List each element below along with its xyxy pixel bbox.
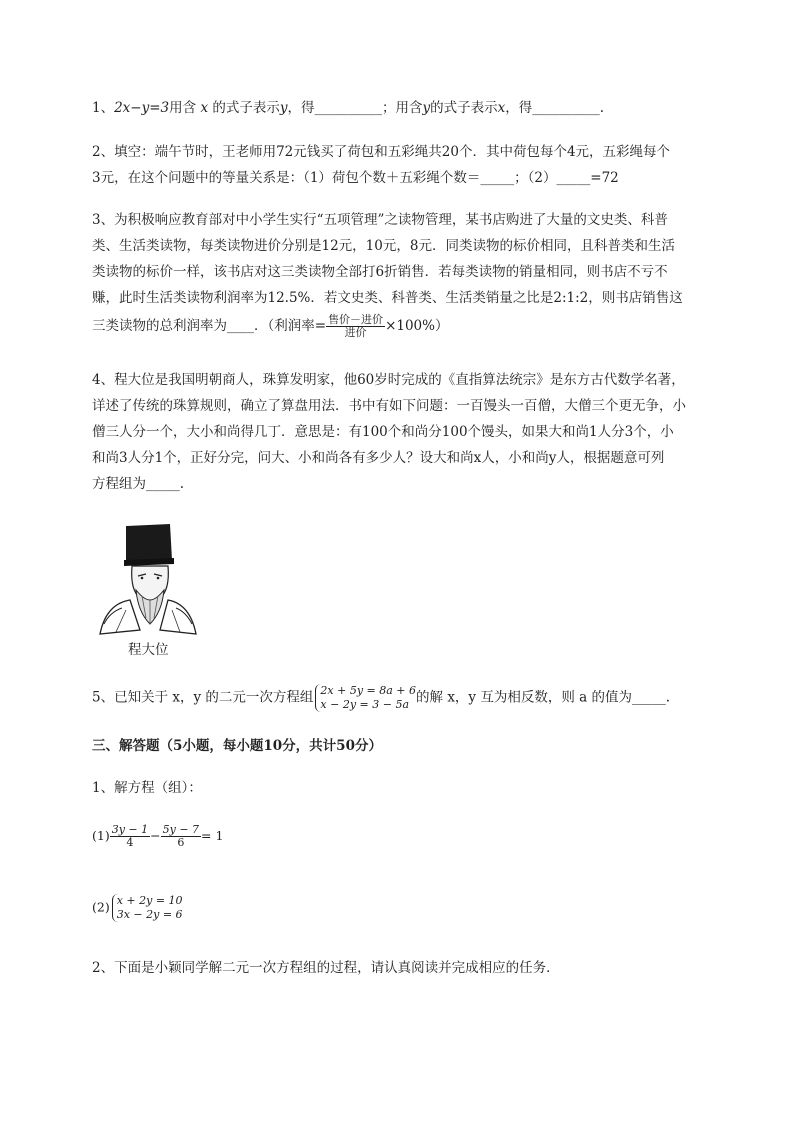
question-3-line-4: 赚，此时生活类读物利润率为12.5%．若文史类、科普类、生活类销量之比是2:1:2，则书店销售这 [92,290,683,306]
question-3-line-1: 3、为积极响应教育部对中小学生实行“五项管理”之读物管理，某书店购进了大量的文史类、科普 [92,212,668,228]
question-1: 1、2x−y=3用含 x 的式子表示y，得__________；用含y的式子表示x，得__________. [92,100,605,116]
question-4-line-3: 僧三人分一个，大小和尚得几丁．意思是：有100个和尚分100个馒头，如果大和尚1人分3个，小 [92,424,674,440]
profit-rate-fraction: $\frac{\text{售价－进价}}{\text{进价}}$ [328,313,384,339]
question-5: 5、已知关于 x，y 的二元一次方程组 2x + 5y = 8a + 6 x − 2y = 3 − 5a 的解 x，y 互为相反数，则 a 的值为_____. [92,684,671,711]
solve-question-2-title: 2、下面是小颖同学解二元一次方程组的过程，请认真阅读并完成相应的任务． [92,960,560,976]
section-3-heading: 三、解答题（5小题，每小题10分，共计50分） [92,738,382,754]
solve-question-1-title: 1、解方程（组）： [92,780,202,796]
equation-system: 2x + 5y = 8a + 6 x − 2y = 3 − 5a [315,684,416,712]
equation: 2x−y=3 [114,100,170,116]
question-3-line-5: 三类读物的总利润率为____．（利润率= $\frac{\text{售价－进价}}{\text{进价}}$ ×100%） [92,313,449,339]
portrait-caption: 程大位 [128,642,169,658]
solve-question-1-part-2: (2) x + 2y = 10 3x − 2y = 6 [92,894,183,921]
cheng-dawei-portrait [96,520,200,636]
question-4-line-4: 和尚3人分1个，正好分完，问大、小和尚各有多少人？设大和尚x人，小和尚y人，根据题意可列 [92,450,665,466]
question-4-line-5: 方程组为_____. [92,476,185,492]
equation-system: x + 2y = 10 3x − 2y = 6 [112,894,183,922]
question-3-line-3: 类读物的标价一样，该书店对这三类读物全部打6折销售．若每类读物的销量相同，则书店不亏不 [92,264,668,280]
question-2-line-1: 2、填空：端午节时，王老师用72元钱买了荷包和五彩绳共20个．其中荷包每个4元，五彩绳每个 [92,144,671,160]
question-3-line-2: 类、生活类读物，每类读物进价分别是12元，10元，8元．同类读物的标价相同，且科普类和生活 [92,238,675,254]
answer-blank: __________ [314,100,382,116]
fraction-2: $\frac{5y - 7}{6}$ [162,823,200,849]
question-4-line-2: 详述了传统的珠算规则，确立了算盘用法．书中有如下问题：一百馒头一百僧，大僧三个更无争，小 [92,398,686,414]
question-2-line-2: 3元，在这个问题中的等量关系是：（1）荷包个数＋五彩绳个数＝_____；（2）_____=72 [92,170,619,186]
answer-blank: __________ [532,100,600,116]
question-4-line-1: 4、程大位是我国明朝商人，珠算发明家，他60岁时完成的《直指算法统宗》是东方古代数学名著， [92,372,685,388]
fraction-1: $\frac{3y - 1}{4}$ [111,823,149,849]
solve-question-1-part-1: (1) $\frac{3y - 1}{4}$ − $\frac{5y - 7}{6}$ = 1 [92,823,224,849]
